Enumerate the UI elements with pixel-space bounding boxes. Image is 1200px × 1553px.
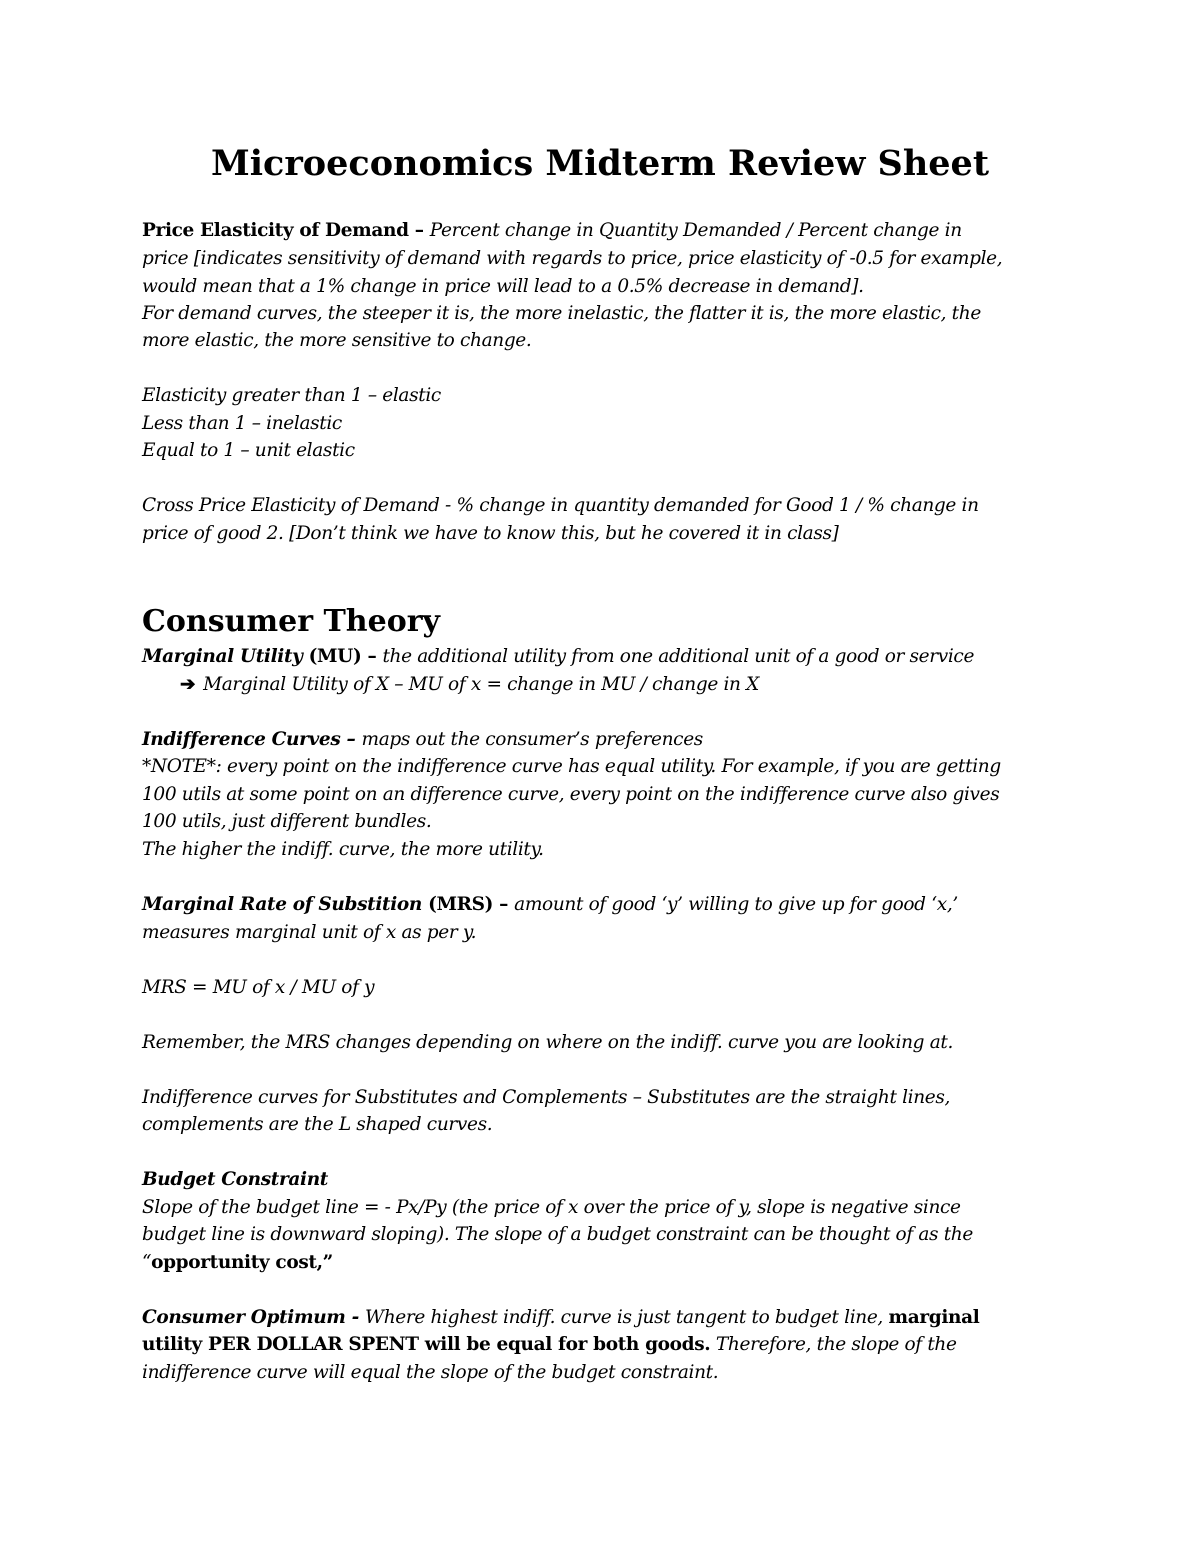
consumer-optimum-rest: Therefore, the slope of the <box>710 1334 957 1355</box>
cross-price-elasticity-line-1: Cross Price Elasticity of Demand - % change in quantity demanded for Good 1 / % change in <box>142 495 979 516</box>
price-elasticity-line-3: would mean that a 1% change in price will lead to a 0.5% decrease in demand]. <box>142 276 864 297</box>
substitutes-complements-line-1: Indifference curves for Substitutes and Complements – Substitutes are the straight lines, <box>142 1087 951 1108</box>
elasticity-rule-elastic: Elasticity greater than 1 – elastic <box>142 385 441 406</box>
open-quote: “ <box>142 1252 152 1273</box>
mrs-line <box>142 891 958 919</box>
indifference-note-line-3: 100 utils, just different bundles. <box>142 811 432 832</box>
mrs-term: Marginal Rate of Substition <box>142 894 423 915</box>
substitutes-complements-line-2: complements are the L shaped curves. <box>142 1114 493 1135</box>
price-elasticity-definition: Percent change in Quantity Demanded / Percent change in <box>429 220 962 241</box>
mrs-abbr: (MRS) – <box>422 894 515 915</box>
consumer-optimum-line-2 <box>142 1331 957 1359</box>
indifference-note-line-1: *NOTE*: every point on the indifference curve has equal utility. For example, if you are getting <box>142 756 1001 777</box>
budget-constraint-line-2: budget line is downward sloping). The slope of a budget constraint can be thought of as the <box>142 1224 973 1245</box>
consumer-optimum-definition: Where highest indiff. curve is just tangent to budget line, <box>365 1307 889 1328</box>
page-title: Microeconomics Midterm Review Sheet <box>211 143 989 184</box>
marginal-utility-term: Marginal Utility <box>142 646 303 667</box>
indifference-curves-line <box>142 726 703 754</box>
indifference-note-line-4: The higher the indiff. curve, the more utility. <box>142 839 544 860</box>
consumer-optimum-line-3: indifference curve will equal the slope of the budget constraint. <box>142 1362 719 1383</box>
demand-curve-note-line-2: more elastic, the more sensitive to change. <box>142 330 532 351</box>
indifference-note-line-2: 100 utils at some point on an difference curve, every point on the indifference curve also gives <box>142 784 1000 805</box>
arrow-right-icon: ➔ <box>180 674 196 695</box>
marginal-utility-formula-line <box>180 671 759 699</box>
consumer-optimum-bold-2: utility PER DOLLAR SPENT will be equal for both goods. <box>142 1334 711 1355</box>
mrs-definition-line-2: measures marginal unit of x as per y. <box>142 922 477 943</box>
budget-constraint-line-1: Slope of the budget line = - Px/Py (the price of x over the price of y, slope is negative since <box>142 1197 961 1218</box>
indifference-curves-term: Indifference Curves – <box>142 729 362 750</box>
mrs-note: Remember, the MRS changes depending on where on the indiff. curve you are looking at. <box>142 1032 953 1053</box>
budget-constraint-heading: Budget Constraint <box>142 1169 328 1190</box>
price-elasticity-line-1 <box>142 217 962 245</box>
marginal-utility-line <box>142 643 974 671</box>
indifference-curves-definition: maps out the consumer’s preferences <box>361 729 703 750</box>
consumer-optimum-bold-1: marginal <box>888 1307 980 1328</box>
price-elasticity-term: Price Elasticity of Demand – <box>142 220 430 241</box>
demand-curve-note-line-1: For demand curves, the steeper it is, the more inelastic, the flatter it is, the more elastic, the <box>142 303 981 324</box>
elasticity-rule-unit: Equal to 1 – unit elastic <box>142 440 355 461</box>
elasticity-rule-inelastic: Less than 1 – inelastic <box>142 413 342 434</box>
section-heading-consumer-theory: Consumer Theory <box>142 604 440 639</box>
cross-price-elasticity-line-2: price of good 2. [Don’t think we have to know this, but he covered it in class] <box>142 523 839 544</box>
marginal-utility-formula: Marginal Utility of X – MU of x = change in MU / change in X <box>203 674 759 695</box>
budget-constraint-line-3 <box>142 1249 333 1277</box>
mrs-formula: MRS = MU of x / MU of y <box>142 977 375 998</box>
price-elasticity-line-2: price [indicates sensitivity of demand with regards to price, price elasticity of -0.5 for example, <box>142 248 1003 269</box>
marginal-utility-abbr: (MU) – <box>302 646 383 667</box>
opportunity-cost-text: opportunity cost,” <box>151 1252 333 1273</box>
marginal-utility-definition: the additional utility from one additional unit of a good or service <box>382 646 975 667</box>
consumer-optimum-term: Consumer Optimum - <box>142 1307 366 1328</box>
mrs-definition: amount of good ‘y’ willing to give up for good ‘x,’ <box>514 894 958 915</box>
consumer-optimum-line-1 <box>142 1304 979 1332</box>
